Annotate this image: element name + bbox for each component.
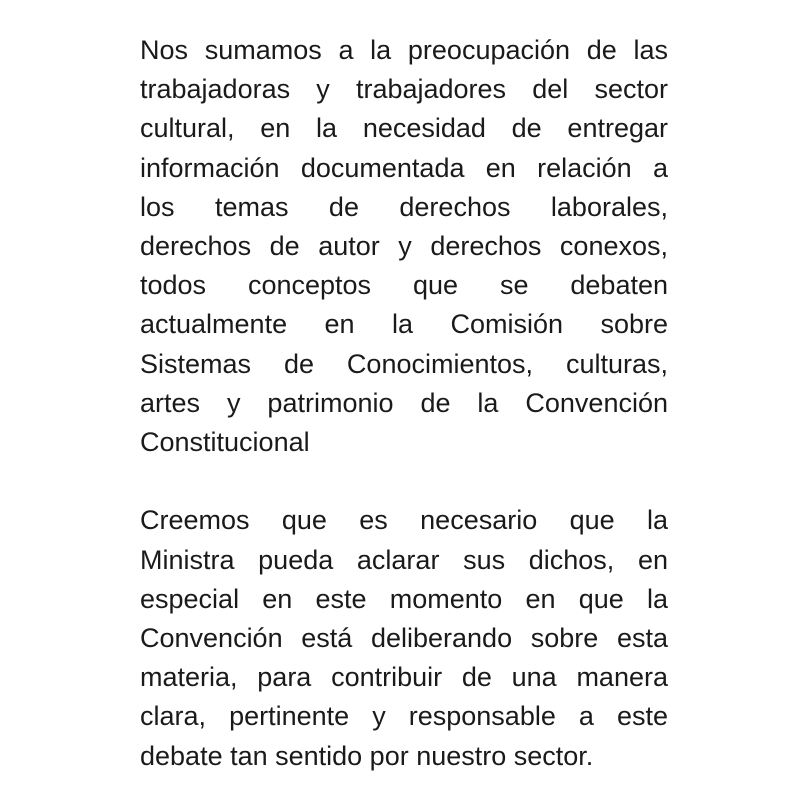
paragraph-1-line: información documentada en relación a: [140, 152, 668, 183]
document-body: [140, 31, 668, 776]
paragraph-2-line: especial en este momento en que la: [140, 583, 668, 614]
paragraph-1-line: Constitucional: [140, 427, 310, 458]
paragraph-2-line: Creemos que es necesario que la: [140, 505, 668, 536]
paragraph-2: [140, 501, 668, 775]
paragraph-2-line: debate tan sentido por nuestro sector.: [140, 740, 594, 771]
paragraph-2-line: materia, para contribuir de una manera: [140, 662, 668, 693]
paragraph-1-line: artes y patrimonio de la Convención: [140, 387, 668, 418]
paragraph-1-line: los temas de derechos laborales,: [140, 191, 668, 222]
paragraph-1: [140, 31, 668, 462]
paragraph-spacer: [140, 462, 668, 501]
paragraph-1-line: Nos sumamos a la preocupación de las: [140, 35, 668, 65]
paragraph-1-line: actualmente en la Comisión sobre: [140, 309, 668, 340]
paragraph-1-line: cultural, en la necesidad de entregar: [140, 113, 668, 144]
paragraph-1-line: todos conceptos que se debaten: [140, 270, 668, 301]
paragraph-2-line: Ministra pueda aclarar sus dichos, en: [140, 544, 668, 575]
paragraph-1-line: derechos de autor y derechos conexos,: [140, 231, 668, 262]
paragraph-2-line: clara, pertinente y responsable a este: [140, 701, 668, 732]
paragraph-1-line: Sistemas de Conocimientos, culturas,: [140, 348, 668, 379]
paragraph-1-line: trabajadoras y trabajadores del sector: [140, 74, 668, 105]
paragraph-2-line: Convención está deliberando sobre esta: [140, 623, 668, 654]
